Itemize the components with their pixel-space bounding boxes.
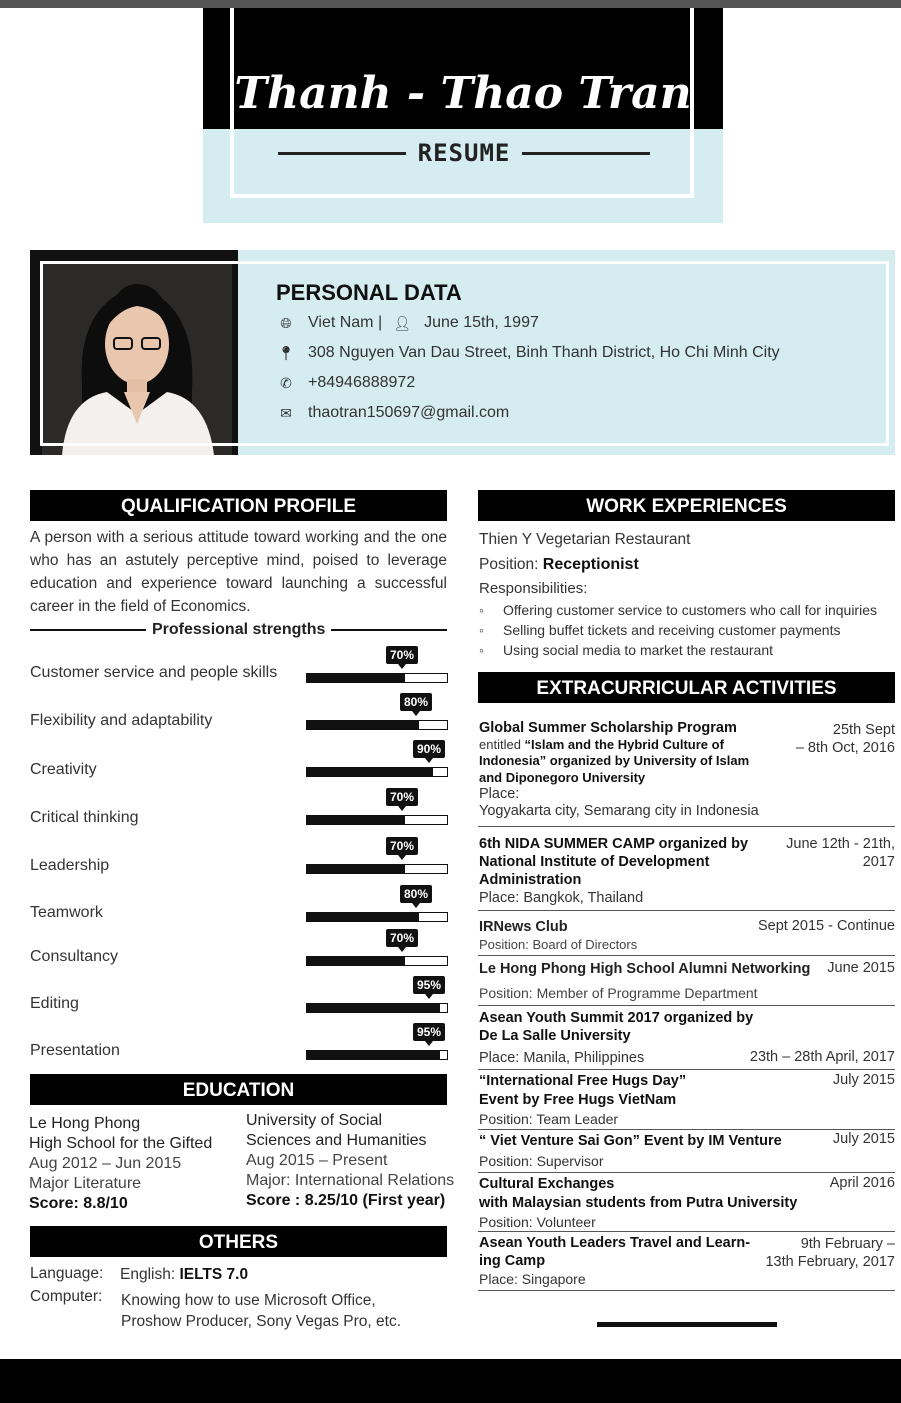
- birthday: June 15th, 1997: [424, 314, 539, 331]
- address-row: [276, 344, 780, 362]
- email: thaotran150697@gmail.com: [308, 404, 510, 421]
- skill-bar-fill: [307, 865, 405, 873]
- skill-bar-fill: [307, 816, 405, 824]
- activity-1-place: Yogyakarta city, Semarang city in Indonesia: [479, 802, 759, 819]
- skill-label: Presentation: [30, 1042, 120, 1059]
- activity-1-line3: Indonesia” organized by University of Islam: [479, 753, 750, 768]
- school2-major: Major: International Relations: [246, 1172, 455, 1189]
- school1-line1: Le Hong Phong: [29, 1115, 141, 1132]
- activity-5: Asean Youth Summit 2017 organized by De La Salle University Place: Manila, Philippines: [479, 1010, 754, 1066]
- address: 308 Nguyen Van Dau Street, Binh Thanh District, Ho Chi Minh City: [308, 344, 780, 361]
- subtitle-rule-right: [522, 152, 650, 155]
- activity-4-position: Position: Member of Programme Department: [479, 985, 758, 1001]
- work-company: Thien Y Vegetarian Restaurant: [479, 531, 691, 548]
- divider: [478, 1005, 895, 1006]
- skill-percent-badge: 95%: [413, 976, 445, 994]
- skill-bar: [306, 1050, 448, 1060]
- activity-9-dates: 9th February – 13th February, 2017: [765, 1236, 895, 1270]
- skill-bar-fill: [307, 913, 419, 921]
- qualification-summary: A person with a serious attitude toward working and the one who has an astutely perceptive mind, poised to leverage education and experience toward launching a successful career in the field of Economics.: [30, 529, 447, 615]
- responsibilities-list: [479, 600, 899, 660]
- activity-7-date: July 2015: [832, 1131, 895, 1147]
- skill-percent-badge: 95%: [413, 1023, 445, 1041]
- divider: [478, 826, 895, 827]
- resume-subtitle: RESUME: [417, 139, 511, 167]
- skill-percent-badge: 90%: [413, 740, 445, 758]
- divider: [478, 1172, 895, 1173]
- bullet-icon: ◦: [479, 642, 484, 658]
- language-value: IELTS 7.0: [179, 1266, 249, 1283]
- bullet-icon: ◦: [479, 602, 484, 618]
- school1-score: Score: 8.8/10: [29, 1195, 128, 1212]
- skill-bar-fill: [307, 957, 405, 965]
- divider: [478, 1129, 895, 1130]
- skill-bar: [306, 864, 448, 874]
- language-value-row: [120, 1266, 248, 1284]
- qualification-profile-heading: QUALIFICATION PROFILE: [30, 490, 447, 521]
- skill-bar-fill: [307, 1004, 440, 1012]
- computer-line-2: Proshow Producer, Sony Vegas Pro, etc.: [121, 1313, 402, 1330]
- activity-3-title: IRNews Club: [479, 919, 568, 935]
- education-school-1: [29, 1114, 239, 1214]
- activity-8: Cultural Exchanges with Malaysian students from Putra University Position: Volunteer: [479, 1176, 798, 1230]
- activity-1-place-label: Place:: [479, 786, 520, 802]
- skill-label: Flexibility and adaptability: [30, 712, 213, 729]
- skill-bar: [306, 1003, 448, 1013]
- resume-subtitle-row: [278, 140, 650, 166]
- activity-9: Asean Youth Leaders Travel and Learn- ing Camp Place: Singapore: [479, 1235, 751, 1287]
- skill-label: Teamwork: [30, 904, 103, 921]
- work-position-row: [479, 556, 639, 574]
- professional-strengths-title: Professional strengths: [152, 621, 326, 638]
- language-label: Language:: [30, 1265, 104, 1282]
- extracurricular-heading: EXTRACURRICULAR ACTIVITIES: [478, 672, 895, 703]
- skill-bar: [306, 912, 448, 922]
- activity-1-line2: entitled “Islam and the Hybrid Culture of: [479, 736, 724, 752]
- divider: [478, 1231, 895, 1232]
- activity-4-date: June 2015: [827, 960, 895, 976]
- skill-bar-fill: [307, 768, 433, 776]
- professional-strengths-row: [30, 620, 447, 640]
- activity-3-position: Position: Board of Directors: [479, 937, 638, 952]
- activity-4-title: Le Hong Phong High School Alumni Networking: [479, 961, 811, 977]
- location-pin-icon: 📍︎: [277, 344, 295, 361]
- skill-label: Consultancy: [30, 948, 119, 965]
- others-heading: OTHERS: [30, 1226, 447, 1257]
- skill-percent-badge: 70%: [386, 646, 418, 664]
- top-edge-bar: [0, 0, 901, 8]
- person-icon: 👤︎: [393, 314, 411, 331]
- computer-label: Computer:: [30, 1288, 103, 1305]
- skill-percent-badge: 70%: [386, 788, 418, 806]
- strengths-rule-left: [30, 629, 146, 631]
- computer-skills: [121, 1290, 401, 1332]
- phone-row: [276, 374, 415, 392]
- activity-1: [479, 720, 779, 819]
- skill-percent-badge: 80%: [400, 885, 432, 903]
- skill-label: Editing: [30, 995, 79, 1012]
- activity-2-dates: June 12th - 21th, 2017: [786, 836, 895, 870]
- strengths-rule-right: [331, 629, 447, 631]
- skill-bar: [306, 673, 448, 683]
- divider: [478, 910, 895, 911]
- education-school-2: [246, 1111, 456, 1211]
- activity-8-date: April 2016: [829, 1175, 895, 1191]
- skill-bar: [306, 720, 448, 730]
- skill-label: Leadership: [30, 857, 110, 874]
- skill-percent-badge: 70%: [386, 837, 418, 855]
- skill-bar: [306, 815, 448, 825]
- resume-name: Thanh - Thao Tran: [234, 68, 692, 119]
- phone-icon: ✆: [280, 374, 292, 391]
- subtitle-rule-left: [278, 152, 406, 155]
- skill-bar-fill: [307, 1051, 440, 1059]
- envelope-icon: ✉: [280, 404, 292, 421]
- school1-major: Major Literature: [29, 1175, 142, 1192]
- work-responsibilities-label: Responsibilities:: [479, 580, 588, 597]
- skill-bar: [306, 956, 448, 966]
- activity-3-date: Sept 2015 - Continue: [757, 918, 895, 934]
- skill-label: Customer service and people skills: [30, 664, 278, 681]
- skill-bar-fill: [307, 721, 419, 729]
- activity-6-date: July 2015: [832, 1072, 895, 1088]
- activity-1-line4: and Diponegoro University: [479, 769, 646, 785]
- personal-data-title: PERSONAL DATA: [276, 280, 462, 305]
- bottom-bar: [0, 1359, 901, 1403]
- globe-icon: 🌐︎: [280, 314, 292, 331]
- email-row: [276, 404, 509, 422]
- bullet-icon: ◦: [479, 622, 484, 638]
- school2-line2: Sciences and Humanities: [246, 1132, 427, 1149]
- school2-dates: Aug 2015 – Present: [246, 1152, 388, 1169]
- work-position: Receptionist: [542, 556, 639, 573]
- computer-line-1: Knowing how to use Microsoft Office,: [121, 1292, 376, 1309]
- skill-percent-badge: 80%: [400, 693, 432, 711]
- responsibility-item: ◦ Selling buffet tickets and receiving customer payments: [479, 622, 841, 638]
- skill-label: Critical thinking: [30, 809, 139, 826]
- activity-1-dates: 25th Sept – 8th Oct, 2016: [795, 722, 895, 756]
- footer-rule: [597, 1322, 777, 1327]
- divider: [478, 1290, 895, 1291]
- work-position-label: Position:: [479, 556, 539, 573]
- activity-1-title: Global Summer Scholarship Program: [479, 720, 737, 736]
- activity-2: 6th NIDA SUMMER CAMP organized by National Institute of Development Administration Place: Bangkok, Thailand: [479, 836, 749, 906]
- school2-line1: University of Social: [246, 1112, 383, 1129]
- activity-6: “International Free Hugs Day” Event by Free Hugs VietNam Position: Team Leader: [479, 1073, 687, 1127]
- school1-dates: Aug 2012 – Jun 2015: [29, 1155, 182, 1172]
- skill-bar-fill: [307, 674, 405, 682]
- language-prefix: English:: [120, 1266, 176, 1283]
- divider: [478, 1069, 895, 1070]
- responsibility-item: ◦ Offering customer service to customers who call for inquiries: [479, 602, 877, 618]
- skill-bar: [306, 767, 448, 777]
- school1-line2: High School for the Gifted: [29, 1135, 213, 1152]
- responsibility-item: ◦ Using social media to market the restaurant: [479, 642, 774, 658]
- activity-5-date: 23th – 28th April, 2017: [749, 1049, 895, 1065]
- work-experiences-heading: WORK EXPERIENCES: [478, 490, 895, 521]
- divider: [478, 955, 895, 956]
- school2-score: Score : 8.25/10 (First year): [246, 1192, 446, 1209]
- phone: +84946888972: [308, 374, 416, 391]
- education-heading: EDUCATION: [30, 1074, 447, 1105]
- country: Viet Nam |: [308, 314, 383, 331]
- skill-percent-badge: 70%: [386, 929, 418, 947]
- skill-label: Creativity: [30, 761, 97, 778]
- activity-7: “ Viet Venture Sai Gon” Event by IM Venture Position: Supervisor: [479, 1133, 782, 1169]
- country-birthday-row: [276, 314, 539, 332]
